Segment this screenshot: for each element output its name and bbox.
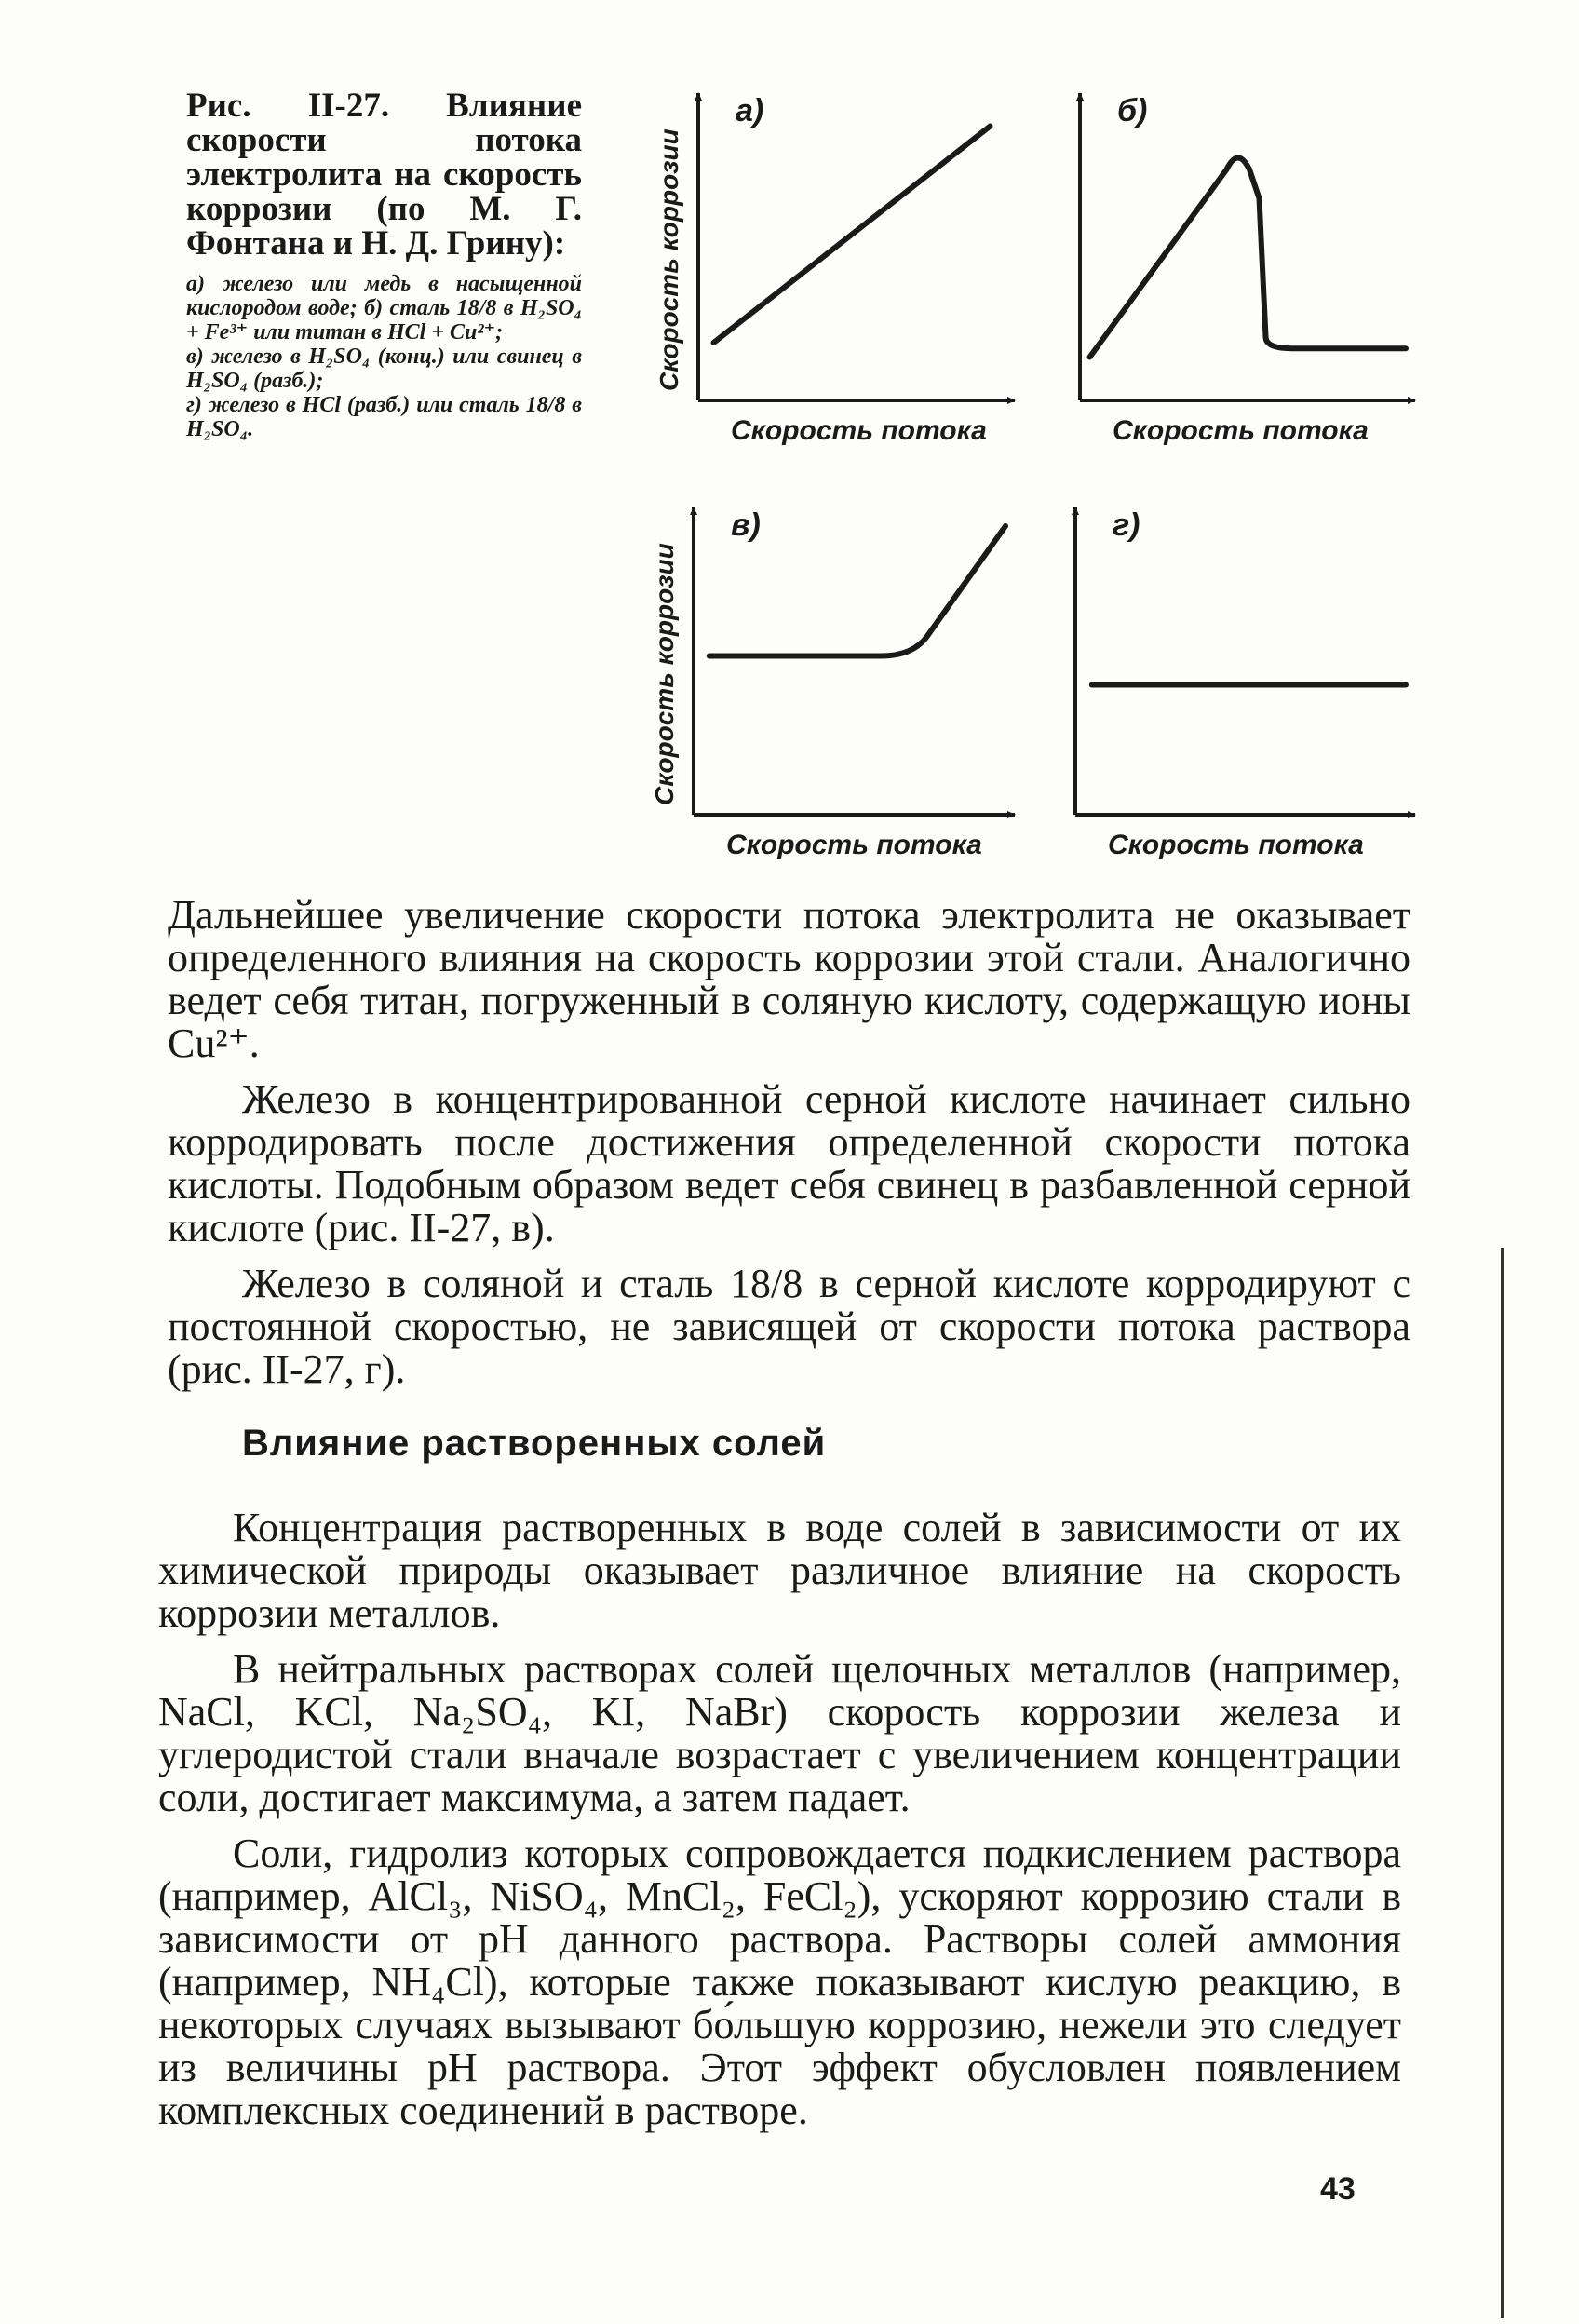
panel-a — [655, 93, 1015, 446]
paragraph-6: Соли, гидролиз которых сопровождается подкислением раствора (например, AlCl₃, NiSO₄, MnCl₂, FeCl₂), ускоряют коррозию стали в зависимости от pH данного раствора. Растворы солей аммония (например, NH₄Cl), которые также показывают кислую реакцию, в некоторых случаях вызывают бо́льшую коррозию, нежели это следует из величины pH раствора. Этот эффект обусловлен появлением комплексных соединений в растворе. — [158, 1831, 1401, 2133]
x-axis-label-b: Скорость потока — [1113, 415, 1369, 446]
body-text-lower — [158, 1507, 1401, 2132]
curve-b — [1090, 158, 1407, 358]
panel-label-g: г) — [1113, 507, 1140, 543]
caption-item-v: в) железо в H₂SO₄ (конц.) или свинец в H₂SO₄ (разб.); — [186, 345, 582, 393]
paragraph-5: В нейтральных растворах солей щелочных металлов (например, NaCl, KCl, Na₂SO₄, KI, NaBr) скорость коррозии железа и углеродистой стали вначале возрастает с увеличением концентрации соли, достигает максимума, а затем падает. — [158, 1646, 1401, 1820]
figure-svg — [633, 84, 1434, 885]
y-axis-label-a: Скорость коррозии — [655, 128, 683, 391]
x-axis-label-a: Скорость потока — [731, 415, 987, 446]
paragraph-3: Железо в соляной и сталь 18/8 в серной кислоте корродируют с постоянной скоростью, не зависящей от скорости потока раствора (рис. II-27, г). — [168, 1261, 1410, 1392]
x-axis-label-g: Скорость потока — [1108, 830, 1364, 860]
x-axis-label-v: Скорость потока — [726, 830, 982, 860]
panel-label-a: а) — [736, 93, 764, 128]
page-number: 43 — [1320, 2171, 1356, 2207]
panel-g — [1075, 507, 1415, 860]
figure-ii-27 — [633, 84, 1434, 885]
panel-b — [1080, 93, 1415, 446]
figure-caption — [186, 88, 582, 441]
body-text-upper — [168, 894, 1410, 1391]
section-title: Влияние растворенных солей — [242, 1423, 827, 1464]
y-axis-label-v: Скорость коррозии — [650, 543, 679, 805]
caption-item-a-b: а) железо или медь в насыщенной кислородом воде; б) сталь 18/8 в H₂SO₄ + Fe³⁺ или титан в HCl + Cu²⁺; — [186, 272, 582, 345]
caption-description — [186, 272, 582, 441]
panel-label-b: б) — [1117, 93, 1148, 128]
caption-item-g: г) железо в HCl (разб.) или сталь 18/8 в H₂SO₄. — [186, 393, 582, 441]
scan-edge-line — [1501, 1248, 1504, 2318]
curve-a — [714, 127, 991, 344]
panel-v — [650, 507, 1015, 860]
paragraph-2: Железо в концентрированной серной кислоте начинает сильно корродировать после достижения определенной скорости потока кислоты. Подобным образом ведет себя свинец в разбавленной серной кислоте (рис. II-27, в). — [168, 1076, 1410, 1250]
curve-v — [709, 526, 1005, 656]
panel-label-v: в) — [731, 507, 761, 543]
paragraph-4: Концентрация растворенных в воде солей в зависимости от их химической природы оказывает различное влияние на скорость коррозии металлов. — [158, 1505, 1401, 1636]
caption-title: Рис. II-27. Влияние скорости потока электролита на скорость коррозии (по М. Г. Фонтана и Н. Д. Грину): — [186, 87, 582, 263]
paragraph-1: Дальнейшее увеличение скорости потока электролита не оказывает определенного влияния на скорость коррозии этой стали. Аналогично ведет себя титан, погруженный в соляную кислоту, содержащую ионы Cu²⁺. — [168, 892, 1410, 1066]
